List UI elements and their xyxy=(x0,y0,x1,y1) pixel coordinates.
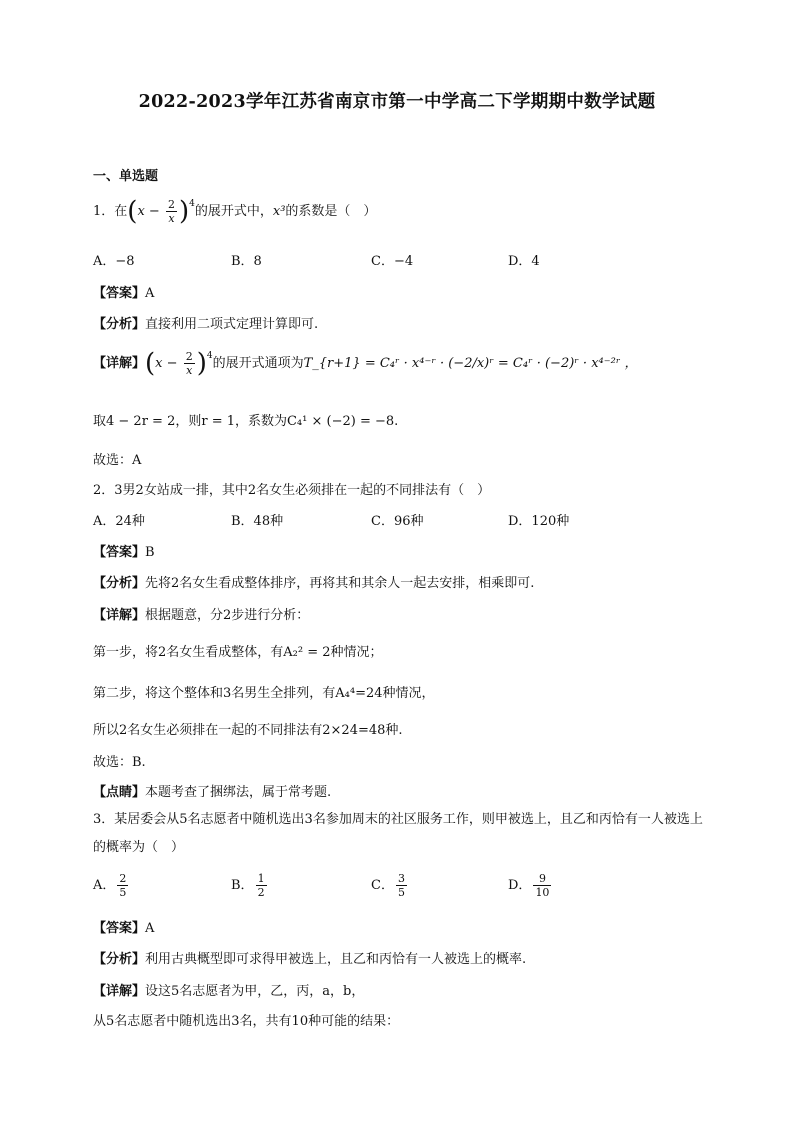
analysis-tag: 【分析】 xyxy=(93,952,146,967)
q1-detail xyxy=(93,350,637,377)
q2-analysis xyxy=(93,572,534,591)
answer-value: B xyxy=(145,545,155,560)
q2-conclusion: 所以2名女生必须排在一起的不同排法有2×24=48种. xyxy=(93,723,403,738)
q1-analysis xyxy=(93,313,318,332)
q1-take: 取4 − 2r = 2，则r = 1，系数为C₄¹ × (−2) = −8. xyxy=(93,414,399,429)
question-1 xyxy=(93,198,376,225)
comment-text: 本题考查了捆绑法，属于常考题. xyxy=(145,785,332,800)
q3-option-a: A． $\frac{2}{5}$ xyxy=(93,872,127,899)
q2-option-a: A．24种 xyxy=(93,514,145,529)
answer-tag: 【答案】 xyxy=(93,921,146,936)
q2-option-c: C．96种 xyxy=(371,514,424,529)
detail-tag: 【详解】 xyxy=(93,608,146,623)
q2-choose: 故选：B. xyxy=(93,755,146,770)
q2-detail xyxy=(93,604,309,623)
detail-formula: T_{r+1} = C₄ʳ · x⁴⁻ʳ · (−2/x)ʳ = C₄ʳ · (−2)ʳ · x⁴⁻²ʳ ， xyxy=(303,356,638,371)
q1-option-c: C．−4 xyxy=(371,254,414,269)
detail-text: 根据题意，分2步进行分析： xyxy=(145,608,310,623)
detail-mid: 的展开式通项为 xyxy=(212,356,304,371)
q1-option-b: B．8 xyxy=(231,254,262,269)
q2-answer xyxy=(93,541,155,560)
page-title: 2022-2023学年江苏省南京市第一中学高二下学期期中数学试题 xyxy=(138,92,656,112)
q1-option-d: D．4 xyxy=(508,254,540,269)
question-3: 3．某居委会从5名志愿者中随机选出3名参加周末的社区服务工作，则甲被选上，且乙和丙恰有一人被选上的概率为（ ） xyxy=(93,812,703,855)
section-heading: 一、单选题 xyxy=(93,169,159,184)
q1-number: 1．在 xyxy=(93,204,128,219)
q3-answer xyxy=(93,917,154,936)
question-2: 2．3男2女站成一排，其中2名女生必须排在一起的不同排法有（ ） xyxy=(93,483,491,498)
detail-text: 设这5名志愿者为甲，乙，丙，a，b， xyxy=(145,984,365,999)
q1-detail-binomial: (x − $\frac{2}{x}$ )$^4$ xyxy=(145,348,213,379)
q1-x3: x³ xyxy=(272,204,286,219)
q3-detail xyxy=(93,980,364,999)
answer-value: A xyxy=(145,921,155,936)
comment-tag: 【点睛】 xyxy=(93,785,146,800)
q2-comment xyxy=(93,781,331,800)
q1-binomial: (x − $\frac{2}{x}$ )$^4$ xyxy=(127,196,195,227)
analysis-text: 利用古典概型即可求得甲被选上，且乙和丙恰有一人被选上的概率. xyxy=(145,952,527,967)
answer-value: A xyxy=(145,286,155,301)
answer-tag: 【答案】 xyxy=(93,545,146,560)
q2-step-2: 第二步，将这个整体和3名男生全排列，有A₄⁴=24种情况， xyxy=(93,686,435,701)
q2-step-1: 第一步，将2名女生看成整体，有A₂² = 2种情况； xyxy=(93,645,383,660)
q1-option-a: A．−8 xyxy=(93,254,135,269)
q3-analysis xyxy=(93,948,526,967)
analysis-text: 先将2名女生看成整体排序，再将其和其余人一起去安排，相乘即可. xyxy=(145,576,535,591)
analysis-tag: 【分析】 xyxy=(93,317,146,332)
q2-option-d: D．120种 xyxy=(508,514,570,529)
q1-tail: 的系数是（ ） xyxy=(285,204,377,219)
q1-answer xyxy=(93,282,154,301)
detail-tag: 【详解】 xyxy=(93,356,146,371)
q3-option-b: B． $\frac{1}{2}$ xyxy=(231,872,265,899)
analysis-tag: 【分析】 xyxy=(93,576,146,591)
q3-option-d: D． $\frac{9}{10}$ xyxy=(508,872,550,899)
detail-tag: 【详解】 xyxy=(93,984,146,999)
q3-tail: 从5名志愿者中随机选出3名，共有10种可能的结果： xyxy=(93,1014,400,1029)
q3-option-c: C． $\frac{3}{5}$ xyxy=(371,872,405,899)
analysis-text: 直接利用二项式定理计算即可. xyxy=(145,317,319,332)
q1-after: 的展开式中， xyxy=(194,204,273,219)
answer-tag: 【答案】 xyxy=(93,286,146,301)
q2-option-b: B．48种 xyxy=(231,514,284,529)
q1-choose: 故选：A xyxy=(93,453,142,468)
